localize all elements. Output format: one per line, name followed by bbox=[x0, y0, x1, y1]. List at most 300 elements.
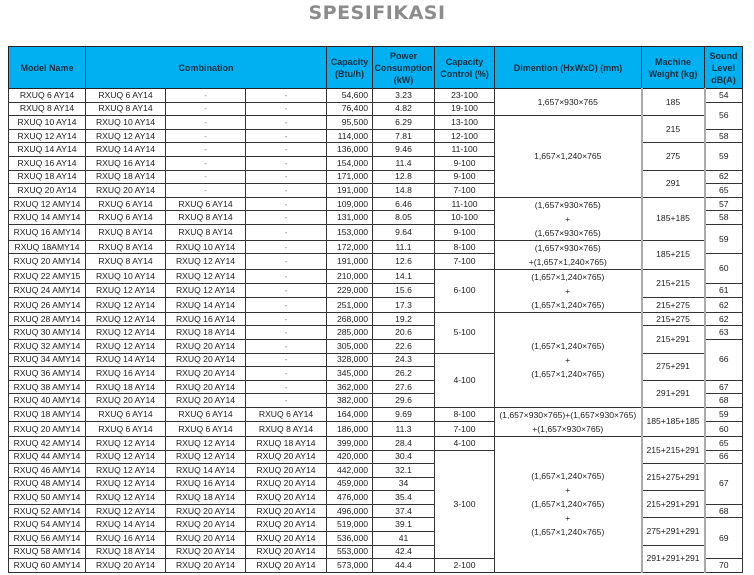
combination-unit-3-cell: - bbox=[246, 339, 327, 353]
machine-weight-cell: 185+185+185 bbox=[642, 407, 705, 436]
combination-unit-1-cell: RXUQ 20 AY14 bbox=[86, 559, 166, 573]
sound-level-cell: 63 bbox=[705, 326, 743, 340]
sound-level-cell: 57 bbox=[705, 197, 743, 211]
model-name-cell: RXUQ 34 AMY14 bbox=[9, 353, 86, 367]
power-consumption-cell: 44.4 bbox=[373, 559, 435, 573]
machine-weight-cell: 185 bbox=[642, 89, 705, 116]
capacity-cell: 553,000 bbox=[327, 545, 373, 559]
combination-unit-3-cell: - bbox=[246, 116, 327, 130]
machine-weight-cell: 291+291 bbox=[642, 380, 705, 407]
combination-unit-2-cell: RXUQ 20 AY14 bbox=[166, 367, 246, 381]
combination-unit-3-cell: RXUQ 6 AY14 bbox=[246, 407, 327, 422]
capacity-cell: 459,000 bbox=[327, 477, 373, 491]
capacity-cell: 573,000 bbox=[327, 559, 373, 573]
capacity-cell: 114,000 bbox=[327, 129, 373, 143]
model-name-cell: RXUQ 44 AMY14 bbox=[9, 450, 86, 464]
combination-unit-3-cell: - bbox=[246, 156, 327, 170]
table-row bbox=[9, 89, 743, 103]
model-name-cell: RXUQ 26 AMY14 bbox=[9, 298, 86, 312]
combination-unit-2-cell: RXUQ 12 AY14 bbox=[166, 269, 246, 283]
combination-unit-3-cell: RXUQ 20 AY14 bbox=[246, 464, 327, 478]
combination-unit-1-cell: RXUQ 12 AY14 bbox=[86, 312, 166, 326]
model-name-cell: RXUQ 52 AMY14 bbox=[9, 504, 86, 518]
combination-unit-1-cell: RXUQ 6 AY14 bbox=[86, 89, 166, 103]
dimension-line: + bbox=[565, 285, 571, 296]
combination-unit-1-cell: RXUQ 8 AY14 bbox=[86, 224, 166, 240]
combination-unit-2-cell: - bbox=[166, 129, 246, 143]
capacity-cell: 536,000 bbox=[327, 532, 373, 546]
combination-unit-3-cell: RXUQ 20 AY14 bbox=[246, 559, 327, 573]
combination-unit-3-cell: - bbox=[246, 170, 327, 184]
model-name-cell: RXUQ 20 AMY14 bbox=[9, 422, 86, 437]
capacity-cell: 95,500 bbox=[327, 116, 373, 130]
capacity-cell: 153,000 bbox=[327, 224, 373, 240]
dimension-line: (1,657×1,240×765) bbox=[531, 527, 605, 538]
dimension-line: + bbox=[565, 354, 571, 365]
model-name-cell: RXUQ 16 AY14 bbox=[9, 156, 86, 170]
combination-unit-2-cell: RXUQ 20 AY14 bbox=[166, 380, 246, 394]
header-sound-level: Sound Level dB(A) bbox=[705, 47, 743, 89]
dimension-line: (1,657×930×765) bbox=[534, 242, 601, 253]
power-consumption-cell: 14.8 bbox=[373, 184, 435, 198]
model-name-cell: RXUQ 14 AY14 bbox=[9, 143, 86, 157]
dimension-line: (1,657×1,240×765) bbox=[531, 271, 605, 282]
model-name-cell: RXUQ 20 AMY14 bbox=[9, 254, 86, 269]
capacity-cell: 76,400 bbox=[327, 102, 373, 116]
sound-level-cell: 61 bbox=[705, 284, 743, 298]
combination-unit-2-cell: - bbox=[166, 170, 246, 184]
sound-level-cell: 67 bbox=[705, 464, 743, 505]
power-consumption-cell: 11.1 bbox=[373, 240, 435, 254]
power-consumption-cell: 6.29 bbox=[373, 116, 435, 130]
combination-unit-3-cell: - bbox=[246, 184, 327, 198]
combination-unit-3-cell: - bbox=[246, 129, 327, 143]
model-name-cell: RXUQ 46 AMY14 bbox=[9, 464, 86, 478]
capacity-control-cell: 8-100 bbox=[435, 407, 495, 422]
dimension-line: + bbox=[565, 213, 571, 224]
power-consumption-cell: 17.3 bbox=[373, 298, 435, 312]
machine-weight-cell: 275+291+291 bbox=[642, 518, 705, 545]
capacity-cell: 442,000 bbox=[327, 464, 373, 478]
power-consumption-cell: 29.6 bbox=[373, 394, 435, 408]
combination-unit-3-cell: - bbox=[246, 254, 327, 269]
table-row bbox=[9, 269, 743, 283]
dimension-cell bbox=[495, 89, 642, 116]
dimension-line: (1,657×1,240×765) bbox=[531, 499, 605, 510]
model-name-cell: RXUQ 54 AMY14 bbox=[9, 518, 86, 532]
combination-unit-1-cell: RXUQ 10 AY14 bbox=[86, 116, 166, 130]
model-name-cell: RXUQ 50 AMY14 bbox=[9, 491, 86, 505]
power-consumption-cell: 9.64 bbox=[373, 224, 435, 240]
combination-unit-2-cell: RXUQ 16 AY14 bbox=[166, 312, 246, 326]
combination-unit-1-cell: RXUQ 6 AY14 bbox=[86, 407, 166, 422]
combination-unit-3-cell: - bbox=[246, 312, 327, 326]
capacity-control-cell: 8-100 bbox=[435, 240, 495, 254]
combination-unit-3-cell: RXUQ 20 AY14 bbox=[246, 504, 327, 518]
capacity-cell: 154,000 bbox=[327, 156, 373, 170]
machine-weight-cell: 215+215+291 bbox=[642, 436, 705, 463]
combination-unit-3-cell: - bbox=[246, 102, 327, 116]
model-name-cell: RXUQ 48 AMY14 bbox=[9, 477, 86, 491]
combination-unit-2-cell: RXUQ 20 AY14 bbox=[166, 532, 246, 546]
sound-level-cell: 62 bbox=[705, 298, 743, 312]
combination-unit-2-cell: - bbox=[166, 89, 246, 103]
combination-unit-1-cell: RXUQ 12 AY14 bbox=[86, 477, 166, 491]
model-name-cell: RXUQ 12 AY14 bbox=[9, 129, 86, 143]
model-name-cell: RXUQ 18 AMY14 bbox=[9, 407, 86, 422]
combination-unit-2-cell: - bbox=[166, 156, 246, 170]
combination-unit-3-cell: - bbox=[246, 326, 327, 340]
power-consumption-cell: 12.8 bbox=[373, 170, 435, 184]
power-consumption-cell: 28.4 bbox=[373, 436, 435, 450]
dimension-line: + bbox=[565, 513, 571, 524]
combination-unit-3-cell: RXUQ 20 AY14 bbox=[246, 545, 327, 559]
sound-level-cell: 58 bbox=[705, 129, 743, 143]
combination-unit-2-cell: RXUQ 18 AY14 bbox=[166, 326, 246, 340]
combination-unit-1-cell: RXUQ 12 AY14 bbox=[86, 129, 166, 143]
capacity-cell: 268,000 bbox=[327, 312, 373, 326]
combination-unit-3-cell: RXUQ 20 AY14 bbox=[246, 450, 327, 464]
model-name-cell: RXUQ 24 AMY14 bbox=[9, 284, 86, 298]
sound-level-cell: 68 bbox=[705, 504, 743, 518]
model-name-cell: RXUQ 18 AY14 bbox=[9, 170, 86, 184]
combination-unit-1-cell: RXUQ 20 AY14 bbox=[86, 184, 166, 198]
capacity-control-cell: 7-100 bbox=[435, 422, 495, 437]
combination-unit-1-cell: RXUQ 8 AY14 bbox=[86, 254, 166, 269]
model-name-cell: RXUQ 16 AMY14 bbox=[9, 224, 86, 240]
power-consumption-cell: 22.6 bbox=[373, 339, 435, 353]
combination-unit-2-cell: - bbox=[166, 116, 246, 130]
dimension-cell bbox=[495, 269, 642, 312]
combination-unit-2-cell: RXUQ 12 AY14 bbox=[166, 254, 246, 269]
capacity-cell: 172,000 bbox=[327, 240, 373, 254]
specification-table bbox=[8, 46, 743, 573]
machine-weight-cell: 215+275+291 bbox=[642, 464, 705, 491]
model-name-cell: RXUQ 22 AMY15 bbox=[9, 269, 86, 283]
capacity-control-cell: 6-100 bbox=[435, 269, 495, 312]
capacity-cell: 382,000 bbox=[327, 394, 373, 408]
power-consumption-cell: 14.1 bbox=[373, 269, 435, 283]
power-consumption-cell: 34 bbox=[373, 477, 435, 491]
header-capacity-control: Capacity Control (%) bbox=[435, 47, 495, 89]
capacity-cell: 519,000 bbox=[327, 518, 373, 532]
combination-unit-2-cell: RXUQ 20 AY14 bbox=[166, 504, 246, 518]
header-combination: Combination bbox=[86, 47, 327, 89]
combination-unit-1-cell: RXUQ 8 AY14 bbox=[86, 240, 166, 254]
machine-weight-cell: 215+291+291 bbox=[642, 491, 705, 518]
power-consumption-cell: 11.3 bbox=[373, 422, 435, 437]
table-row bbox=[9, 407, 743, 422]
sound-level-cell: 67 bbox=[705, 380, 743, 394]
dimension-cell bbox=[495, 240, 642, 269]
combination-unit-1-cell: RXUQ 12 AY14 bbox=[86, 339, 166, 353]
header-machine-weight: Machine Weight (kg) bbox=[642, 47, 705, 89]
sound-level-cell: 59 bbox=[705, 224, 743, 253]
sound-level-cell: 62 bbox=[705, 170, 743, 184]
dimension-line: 1,657×930×765 bbox=[537, 97, 598, 108]
combination-unit-3-cell: RXUQ 20 AY14 bbox=[246, 532, 327, 546]
model-name-cell: RXUQ 12 AMY14 bbox=[9, 197, 86, 211]
capacity-cell: 210,000 bbox=[327, 269, 373, 283]
power-consumption-cell: 19.2 bbox=[373, 312, 435, 326]
capacity-cell: 420,000 bbox=[327, 450, 373, 464]
capacity-cell: 251,000 bbox=[327, 298, 373, 312]
combination-unit-1-cell: RXUQ 12 AY14 bbox=[86, 504, 166, 518]
header-power-consumption: Power Consumption (kW) bbox=[373, 47, 435, 89]
capacity-control-cell: 7-100 bbox=[435, 184, 495, 198]
sound-level-cell: 58 bbox=[705, 211, 743, 225]
combination-unit-2-cell: RXUQ 20 AY14 bbox=[166, 394, 246, 408]
dimension-cell bbox=[495, 312, 642, 407]
power-consumption-cell: 20.6 bbox=[373, 326, 435, 340]
combination-unit-3-cell: RXUQ 8 AY14 bbox=[246, 422, 327, 437]
machine-weight-cell: 215+215 bbox=[642, 269, 705, 298]
power-consumption-cell: 39.1 bbox=[373, 518, 435, 532]
model-name-cell: RXUQ 10 AY14 bbox=[9, 116, 86, 130]
header-model-name: Model Name bbox=[9, 47, 86, 89]
combination-unit-1-cell: RXUQ 18 AY14 bbox=[86, 545, 166, 559]
sound-level-cell: 56 bbox=[705, 102, 743, 129]
model-name-cell: RXUQ 8 AY14 bbox=[9, 102, 86, 116]
sound-level-cell: 59 bbox=[705, 143, 743, 170]
combination-unit-2-cell: - bbox=[166, 102, 246, 116]
machine-weight-cell: 275 bbox=[642, 143, 705, 170]
dimension-cell bbox=[495, 116, 642, 198]
dimension-cell bbox=[495, 197, 642, 240]
capacity-cell: 164,000 bbox=[327, 407, 373, 422]
dimension-line: + bbox=[565, 485, 571, 496]
capacity-cell: 54,600 bbox=[327, 89, 373, 103]
combination-unit-1-cell: RXUQ 12 AY14 bbox=[86, 326, 166, 340]
capacity-cell: 136,000 bbox=[327, 143, 373, 157]
combination-unit-3-cell: - bbox=[246, 269, 327, 283]
combination-unit-2-cell: RXUQ 8 AY14 bbox=[166, 224, 246, 240]
dimension-line: +(1,657×930×765) bbox=[532, 423, 604, 434]
capacity-cell: 191,000 bbox=[327, 184, 373, 198]
combination-unit-2-cell: RXUQ 6 AY14 bbox=[166, 422, 246, 437]
combination-unit-3-cell: RXUQ 20 AY14 bbox=[246, 491, 327, 505]
page-title: SPESIFIKASI bbox=[308, 2, 446, 24]
combination-unit-1-cell: RXUQ 6 AY14 bbox=[86, 197, 166, 211]
sound-level-cell: 70 bbox=[705, 559, 743, 573]
combination-unit-2-cell: RXUQ 12 AY14 bbox=[166, 436, 246, 450]
combination-unit-3-cell: - bbox=[246, 224, 327, 240]
combination-unit-1-cell: RXUQ 18 AY14 bbox=[86, 170, 166, 184]
combination-unit-1-cell: RXUQ 12 AY14 bbox=[86, 436, 166, 450]
power-consumption-cell: 4.82 bbox=[373, 102, 435, 116]
dimension-line: 1,657×1,240×765 bbox=[534, 151, 602, 162]
sound-level-cell: 60 bbox=[705, 422, 743, 437]
sound-level-cell: 68 bbox=[705, 394, 743, 408]
model-name-cell: RXUQ 38 AMY14 bbox=[9, 380, 86, 394]
power-consumption-cell: 8.05 bbox=[373, 211, 435, 225]
combination-unit-2-cell: RXUQ 20 AY14 bbox=[166, 559, 246, 573]
dimension-line: (1,657×1,240×765) bbox=[531, 368, 605, 379]
sound-level-cell: 65 bbox=[705, 436, 743, 450]
power-consumption-cell: 15.6 bbox=[373, 284, 435, 298]
capacity-cell: 345,000 bbox=[327, 367, 373, 381]
combination-unit-1-cell: RXUQ 8 AY14 bbox=[86, 102, 166, 116]
combination-unit-1-cell: RXUQ 16 AY14 bbox=[86, 532, 166, 546]
combination-unit-2-cell: RXUQ 20 AY14 bbox=[166, 339, 246, 353]
combination-unit-3-cell: - bbox=[246, 367, 327, 381]
capacity-control-cell: 23-100 bbox=[435, 89, 495, 103]
combination-unit-2-cell: RXUQ 14 AY14 bbox=[166, 298, 246, 312]
combination-unit-2-cell: RXUQ 20 AY14 bbox=[166, 353, 246, 367]
machine-weight-cell: 215+275 bbox=[642, 312, 705, 326]
combination-unit-3-cell: RXUQ 18 AY14 bbox=[246, 436, 327, 450]
combination-unit-2-cell: RXUQ 8 AY14 bbox=[166, 211, 246, 225]
model-name-cell: RXUQ 18AMY14 bbox=[9, 240, 86, 254]
capacity-cell: 496,000 bbox=[327, 504, 373, 518]
capacity-cell: 171,000 bbox=[327, 170, 373, 184]
dimension-line: (1,657×1,240×765) bbox=[531, 471, 605, 482]
combination-unit-1-cell: RXUQ 18 AY14 bbox=[86, 380, 166, 394]
power-consumption-cell: 11.4 bbox=[373, 156, 435, 170]
combination-unit-2-cell: RXUQ 20 AY14 bbox=[166, 545, 246, 559]
combination-unit-1-cell: RXUQ 12 AY14 bbox=[86, 491, 166, 505]
capacity-control-cell: 12-100 bbox=[435, 129, 495, 143]
combination-unit-1-cell: RXUQ 16 AY14 bbox=[86, 156, 166, 170]
capacity-control-cell: 13-100 bbox=[435, 116, 495, 130]
combination-unit-3-cell: - bbox=[246, 380, 327, 394]
sound-level-cell: 66 bbox=[705, 450, 743, 464]
capacity-control-cell: 5-100 bbox=[435, 312, 495, 353]
combination-unit-3-cell: - bbox=[246, 89, 327, 103]
combination-unit-1-cell: RXUQ 6 AY14 bbox=[86, 211, 166, 225]
power-consumption-cell: 9.69 bbox=[373, 407, 435, 422]
model-name-cell: RXUQ 30 AMY14 bbox=[9, 326, 86, 340]
capacity-control-cell: 10-100 bbox=[435, 211, 495, 225]
combination-unit-1-cell: RXUQ 10 AY14 bbox=[86, 269, 166, 283]
model-name-cell: RXUQ 6 AY14 bbox=[9, 89, 86, 103]
power-consumption-cell: 30.4 bbox=[373, 450, 435, 464]
machine-weight-cell: 291 bbox=[642, 170, 705, 197]
sound-level-cell: 62 bbox=[705, 312, 743, 326]
combination-unit-2-cell: RXUQ 14 AY14 bbox=[166, 464, 246, 478]
combination-unit-2-cell: RXUQ 12 AY14 bbox=[166, 284, 246, 298]
combination-unit-1-cell: RXUQ 16 AY14 bbox=[86, 367, 166, 381]
capacity-control-cell: 4-100 bbox=[435, 353, 495, 407]
power-consumption-cell: 7.81 bbox=[373, 129, 435, 143]
sound-level-cell: 59 bbox=[705, 407, 743, 422]
combination-unit-2-cell: - bbox=[166, 143, 246, 157]
combination-unit-1-cell: RXUQ 12 AY14 bbox=[86, 464, 166, 478]
power-consumption-cell: 32.1 bbox=[373, 464, 435, 478]
dimension-line: (1,657×1,240×765) bbox=[531, 340, 605, 351]
model-name-cell: RXUQ 42 AMY14 bbox=[9, 436, 86, 450]
combination-unit-1-cell: RXUQ 14 AY14 bbox=[86, 518, 166, 532]
capacity-control-cell: 7-100 bbox=[435, 254, 495, 269]
header-capacity: Capacity (Btu/h) bbox=[327, 47, 373, 89]
power-consumption-cell: 3.23 bbox=[373, 89, 435, 103]
capacity-control-cell: 9-100 bbox=[435, 170, 495, 184]
capacity-cell: 186,000 bbox=[327, 422, 373, 437]
capacity-control-cell: 9-100 bbox=[435, 224, 495, 240]
combination-unit-3-cell: - bbox=[246, 394, 327, 408]
power-consumption-cell: 12.6 bbox=[373, 254, 435, 269]
capacity-control-cell: 19-100 bbox=[435, 102, 495, 116]
capacity-cell: 362,000 bbox=[327, 380, 373, 394]
machine-weight-cell: 185+185 bbox=[642, 197, 705, 240]
model-name-cell: RXUQ 58 AMY14 bbox=[9, 545, 86, 559]
sound-level-cell: 66 bbox=[705, 339, 743, 380]
dimension-line: (1,657×930×765)+(1,657×930×765) bbox=[499, 409, 637, 420]
machine-weight-cell: 215 bbox=[642, 116, 705, 143]
combination-unit-1-cell: RXUQ 12 AY14 bbox=[86, 284, 166, 298]
capacity-control-cell: 2-100 bbox=[435, 559, 495, 573]
capacity-cell: 109,000 bbox=[327, 197, 373, 211]
combination-unit-1-cell: RXUQ 12 AY14 bbox=[86, 450, 166, 464]
power-consumption-cell: 27.6 bbox=[373, 380, 435, 394]
sound-level-cell: 60 bbox=[705, 254, 743, 284]
dimension-line: (1,657×930×765) bbox=[534, 199, 601, 210]
power-consumption-cell: 35.4 bbox=[373, 491, 435, 505]
combination-unit-1-cell: RXUQ 14 AY14 bbox=[86, 353, 166, 367]
capacity-cell: 131,000 bbox=[327, 211, 373, 225]
capacity-cell: 476,000 bbox=[327, 491, 373, 505]
capacity-cell: 328,000 bbox=[327, 353, 373, 367]
capacity-cell: 399,000 bbox=[327, 436, 373, 450]
combination-unit-3-cell: - bbox=[246, 298, 327, 312]
dimension-line: +(1,657×1,240×765) bbox=[528, 256, 607, 267]
capacity-control-cell: 11-100 bbox=[435, 143, 495, 157]
combination-unit-2-cell: RXUQ 6 AY14 bbox=[166, 407, 246, 422]
model-name-cell: RXUQ 56 AMY14 bbox=[9, 532, 86, 546]
combination-unit-3-cell: - bbox=[246, 353, 327, 367]
combination-unit-1-cell: RXUQ 6 AY14 bbox=[86, 422, 166, 437]
model-name-cell: RXUQ 32 AMY14 bbox=[9, 339, 86, 353]
capacity-control-cell: 11-100 bbox=[435, 197, 495, 211]
combination-unit-3-cell: - bbox=[246, 143, 327, 157]
combination-unit-3-cell: - bbox=[246, 197, 327, 211]
power-consumption-cell: 9.46 bbox=[373, 143, 435, 157]
capacity-control-cell: 9-100 bbox=[435, 156, 495, 170]
combination-unit-3-cell: RXUQ 20 AY14 bbox=[246, 518, 327, 532]
machine-weight-cell: 185+215 bbox=[642, 240, 705, 269]
combination-unit-2-cell: RXUQ 6 AY14 bbox=[166, 197, 246, 211]
table-row bbox=[9, 197, 743, 211]
model-name-cell: RXUQ 28 AMY14 bbox=[9, 312, 86, 326]
combination-unit-2-cell: RXUQ 18 AY14 bbox=[166, 491, 246, 505]
header-dimension: Dimention (HxWxD) (mm) bbox=[495, 47, 642, 89]
model-name-cell: RXUQ 40 AMY14 bbox=[9, 394, 86, 408]
combination-unit-2-cell: RXUQ 20 AY14 bbox=[166, 518, 246, 532]
capacity-control-cell: 4-100 bbox=[435, 436, 495, 450]
power-consumption-cell: 6.46 bbox=[373, 197, 435, 211]
power-consumption-cell: 41 bbox=[373, 532, 435, 546]
power-consumption-cell: 24.3 bbox=[373, 353, 435, 367]
capacity-cell: 229,000 bbox=[327, 284, 373, 298]
combination-unit-2-cell: RXUQ 16 AY14 bbox=[166, 477, 246, 491]
table-header-row bbox=[9, 47, 743, 89]
table-row bbox=[9, 312, 743, 326]
model-name-cell: RXUQ 14 AMY14 bbox=[9, 211, 86, 225]
combination-unit-3-cell: - bbox=[246, 240, 327, 254]
combination-unit-1-cell: RXUQ 14 AY14 bbox=[86, 143, 166, 157]
table-row bbox=[9, 240, 743, 254]
dimension-cell bbox=[495, 436, 642, 572]
capacity-cell: 285,000 bbox=[327, 326, 373, 340]
machine-weight-cell: 291+291+291 bbox=[642, 545, 705, 572]
power-consumption-cell: 26.2 bbox=[373, 367, 435, 381]
capacity-cell: 191,000 bbox=[327, 254, 373, 269]
combination-unit-2-cell: - bbox=[166, 184, 246, 198]
combination-unit-3-cell: - bbox=[246, 211, 327, 225]
combination-unit-2-cell: RXUQ 10 AY14 bbox=[166, 240, 246, 254]
sound-level-cell: 65 bbox=[705, 184, 743, 198]
combination-unit-2-cell: RXUQ 12 AY14 bbox=[166, 450, 246, 464]
